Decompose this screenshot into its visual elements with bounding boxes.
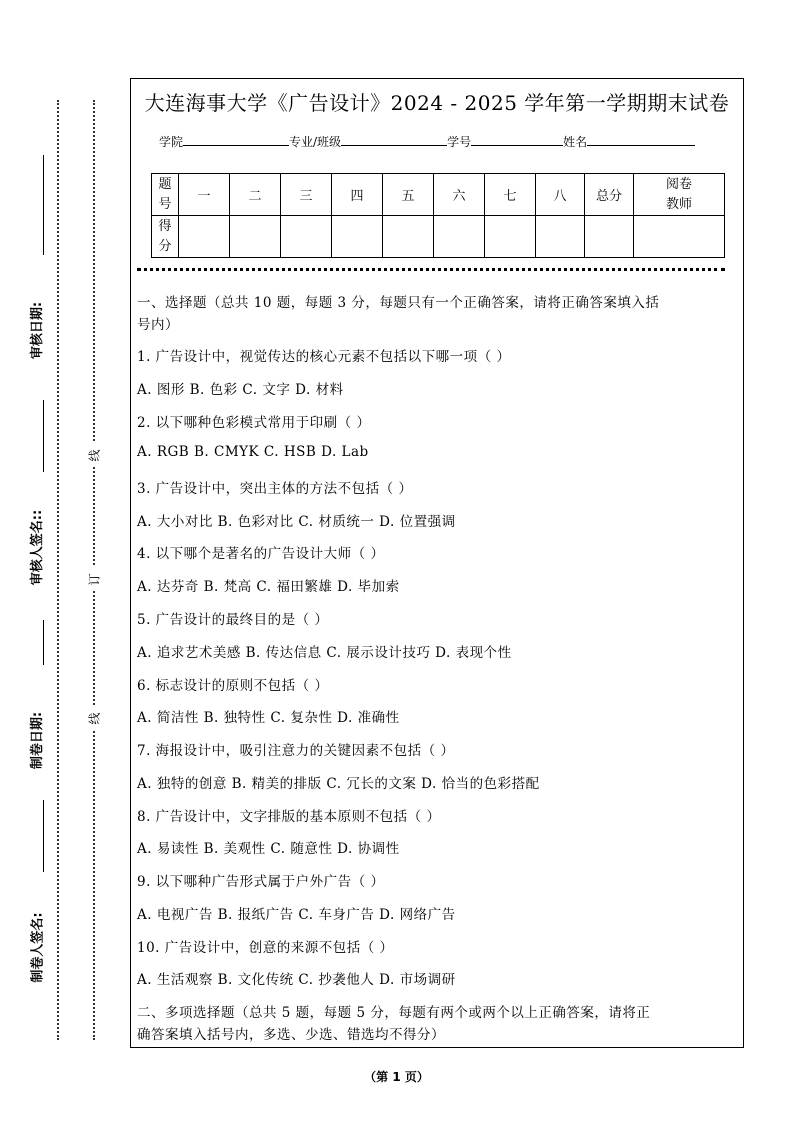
col-total: 总分 bbox=[585, 174, 634, 216]
row-label-question-number: 题 号 bbox=[152, 174, 179, 216]
section2-heading-line2: 确答案填入括号内，多选、少选、错选均不得分） bbox=[137, 1027, 445, 1043]
score-cell[interactable] bbox=[332, 216, 383, 258]
col-7: 七 bbox=[485, 174, 536, 216]
col-5: 五 bbox=[383, 174, 434, 216]
col-grader: 阅卷 教师 bbox=[634, 174, 725, 216]
col-2: 二 bbox=[230, 174, 281, 216]
score-cell[interactable] bbox=[485, 216, 536, 258]
make-date-line bbox=[43, 620, 44, 665]
grader-cell[interactable] bbox=[634, 216, 725, 258]
row-label-score: 得 分 bbox=[152, 216, 179, 258]
col-1: 一 bbox=[179, 174, 230, 216]
score-cell-total[interactable] bbox=[585, 216, 634, 258]
binding-char-mid: 订 bbox=[82, 567, 106, 591]
score-table-score-row bbox=[152, 216, 725, 258]
review-date-label: 审核日期: bbox=[30, 301, 46, 359]
question-6: 6. 标志设计的原则不包括（ ） bbox=[137, 678, 329, 694]
major-label: 专业/班级 bbox=[289, 135, 342, 149]
student-info-row bbox=[159, 133, 695, 150]
exam-title: 大连海事大学《广告设计》2024 - 2025 学年第一学期期末试卷 bbox=[144, 91, 730, 115]
student-id-blank[interactable] bbox=[471, 133, 563, 146]
options-1: A. 图形 B. 色彩 C. 文字 D. 材料 bbox=[137, 382, 344, 398]
options-9: A. 电视广告 B. 报纸广告 C. 车身广告 D. 网络广告 bbox=[137, 907, 456, 923]
section2-heading-line1: 二、多项选择题（总共 5 题，每题 5 分，每题有两个或两个以上正确答案，请将正 bbox=[137, 1005, 651, 1021]
question-5: 5. 广告设计的最终目的是（ ） bbox=[137, 612, 329, 628]
score-cell[interactable] bbox=[383, 216, 434, 258]
binding-char-top: 线 bbox=[82, 443, 106, 467]
reviewer-sign-label: 审核人签名:: bbox=[30, 509, 46, 585]
score-cell[interactable] bbox=[536, 216, 585, 258]
score-table bbox=[151, 173, 725, 258]
major-blank[interactable] bbox=[341, 133, 447, 146]
exam-frame bbox=[130, 78, 744, 1048]
maker-sign-line bbox=[43, 800, 44, 872]
col-3: 三 bbox=[281, 174, 332, 216]
name-blank[interactable] bbox=[587, 133, 695, 146]
binding-char-bottom: 线 bbox=[82, 706, 106, 730]
col-4: 四 bbox=[332, 174, 383, 216]
score-cell[interactable] bbox=[434, 216, 485, 258]
question-4: 4. 以下哪个是著名的广告设计大师（ ） bbox=[137, 546, 385, 562]
reviewer-sign-line bbox=[43, 400, 44, 472]
college-blank[interactable] bbox=[183, 133, 289, 146]
question-9: 9. 以下哪种广告形式属于户外广告（ ） bbox=[137, 874, 385, 890]
question-8: 8. 广告设计中，文字排版的基本原则不包括（ ） bbox=[137, 809, 441, 825]
section1-heading-line2: 号内） bbox=[137, 317, 179, 333]
options-4: A. 达芬奇 B. 梵高 C. 福田繁雄 D. 毕加索 bbox=[137, 579, 400, 595]
question-1: 1. 广告设计中，视觉传达的核心元素不包括以下哪一项（ ） bbox=[137, 349, 511, 365]
options-6: A. 简洁性 B. 独特性 C. 复杂性 D. 准确性 bbox=[137, 710, 400, 726]
college-label: 学院 bbox=[159, 135, 184, 149]
col-6: 六 bbox=[434, 174, 485, 216]
student-id-label: 学号 bbox=[447, 135, 472, 149]
review-date-line bbox=[43, 155, 44, 255]
page-footer: （第 1 页） bbox=[364, 1070, 429, 1084]
options-10: A. 生活观察 B. 文化传统 C. 抄袭他人 D. 市场调研 bbox=[137, 972, 456, 988]
score-cell[interactable] bbox=[230, 216, 281, 258]
question-2: 2. 以下哪种色彩模式常用于印刷（ ） bbox=[137, 415, 371, 431]
question-10: 10. 广告设计中，创意的来源不包括（ ） bbox=[137, 940, 394, 956]
options-2: A. RGB B. CMYK C. HSB D. Lab bbox=[137, 444, 369, 460]
make-date-label: 制卷日期: bbox=[30, 711, 46, 769]
score-cell[interactable] bbox=[281, 216, 332, 258]
col-8: 八 bbox=[536, 174, 585, 216]
section1-heading-line1: 一、选择题（总共 10 题，每题 3 分，每题只有一个正确答案，请将正确答案填入括 bbox=[137, 295, 660, 311]
options-5: A. 追求艺术美感 B. 传达信息 C. 展示设计技巧 D. 表现个性 bbox=[137, 645, 512, 661]
question-7: 7. 海报设计中，吸引注意力的关键因素不包括（ ） bbox=[137, 743, 455, 759]
dotted-separator bbox=[137, 268, 725, 271]
score-cell[interactable] bbox=[179, 216, 230, 258]
score-table-header-row bbox=[152, 174, 725, 216]
name-label: 姓名 bbox=[563, 135, 588, 149]
outer-dotted-line bbox=[57, 100, 59, 1040]
question-3: 3. 广告设计中，突出主体的方法不包括（ ） bbox=[137, 481, 413, 497]
maker-sign-label: 制卷人签名: bbox=[30, 911, 46, 983]
options-7: A. 独特的创意 B. 精美的排版 C. 冗长的文案 D. 恰当的色彩搭配 bbox=[137, 776, 540, 792]
options-3: A. 大小对比 B. 色彩对比 C. 材质统一 D. 位置强调 bbox=[137, 514, 456, 530]
options-8: A. 易读性 B. 美观性 C. 随意性 D. 协调性 bbox=[137, 841, 400, 857]
